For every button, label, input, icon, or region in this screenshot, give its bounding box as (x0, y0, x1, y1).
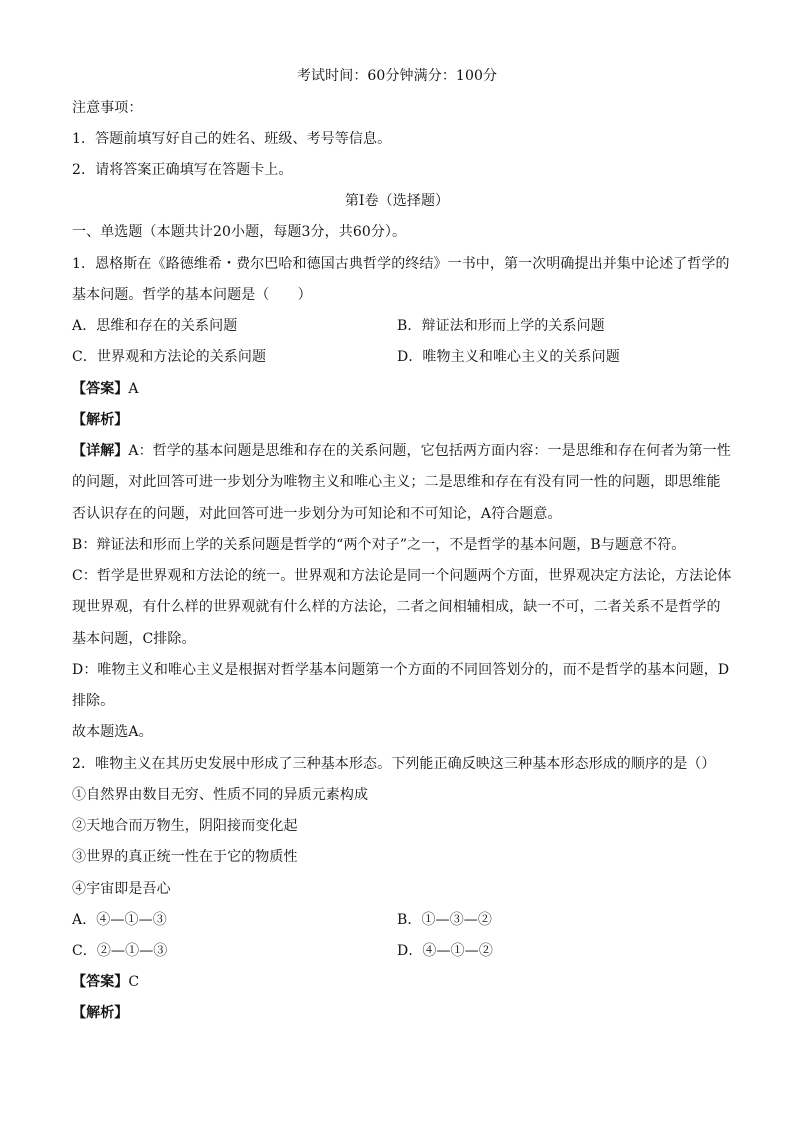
q1-detail-line-1 (72, 441, 731, 461)
q1-detail-line-4: B：辩证法和形而上学的关系问题是哲学的“两个对子”之一，不是哲学的基本问题，B与题意不符。 (72, 537, 686, 553)
q1-stem-line-2: 基本问题。哲学的基本问题是（ ） (72, 287, 312, 303)
q2-item-4: ④宇宙即是吾心 (72, 881, 171, 897)
q2-option-d: D．④—①—② (397, 943, 493, 959)
notice-title: 注意事项： (72, 100, 143, 116)
q2-item-3: ③世界的真正统一性在于它的物质性 (72, 849, 298, 865)
q1-conclusion: 故本题选A。 (72, 724, 153, 740)
q1-answer-tag: 【答案】 (72, 381, 129, 397)
q1-option-d: D．唯物主义和唯心主义的关系问题 (397, 349, 620, 365)
q2-item-2: ②天地合而万物生，阴阳接而变化起 (72, 818, 298, 834)
q1-stem-line-1: 1．恩格斯在《路德维希・费尔巴哈和德国古典哲学的终结》一书中，第一次明确提出并集中论述了哲学的 (72, 256, 730, 272)
q2-stem: 2．唯物主义在其历史发展中形成了三种基本形态。下列能正确反映这三种基本形态形成的顺序的是（） (72, 756, 716, 772)
notice-item-2: 2．请将答案正确填写在答题卡上。 (72, 162, 293, 178)
q1-analysis-tag: 【解析】 (72, 412, 129, 428)
q1-option-b: B．辩证法和形而上学的关系问题 (397, 318, 605, 334)
q1-detail-line-5: C：哲学是世界观和方法论的统一。世界观和方法论是同一个问题两个方面，世界观决定方法论，方法论体 (72, 568, 732, 584)
q1-option-a: A．思维和存在的关系问题 (72, 318, 238, 334)
part-title: 第I卷（选择题） (344, 193, 450, 209)
q2-option-c: C．②—①—③ (72, 943, 168, 959)
section-title: 一、单选题（本题共计20小题，每题3分，共60分）。 (72, 224, 407, 240)
exam-time-line: 考试时间：60分钟满分：100分 (296, 68, 498, 84)
q1-detail-line-2: 的问题，对此回答可进一步划分为唯物主义和唯心主义；二是思维和存在有没有同一性的问题，即思维能 (72, 474, 721, 490)
q2-answer-tag: 【答案】 (72, 974, 129, 990)
q1-detail-line-3: 否认识存在的问题，对此回答可进一步划分为可知论和不可知论，A符合题意。 (72, 506, 562, 522)
q2-item-1: ①自然界由数目无穷、性质不同的异质元素构成 (72, 787, 369, 803)
q2-option-a: A．④—①—③ (72, 912, 167, 928)
q2-analysis-tag: 【解析】 (72, 1005, 129, 1021)
q2-answer-value: C (128, 974, 140, 990)
q2-answer (72, 972, 722, 992)
q1-detail-line-7: 基本问题，C排除。 (72, 631, 196, 647)
q1-detail-text-1: A：哲学的基本问题是思维和存在的关系问题，它包括两方面内容：一是思维和存在何者为第一性 (128, 443, 731, 459)
q1-detail-tag: 【详解】 (72, 443, 129, 459)
q2-option-b: B．①—③—② (397, 912, 492, 928)
q1-detail-line-6: 现世界观，有什么样的世界观就有什么样的方法论，二者之间相辅相成，缺一不可，二者关系不是哲学的 (72, 599, 721, 615)
q1-detail-line-9: 排除。 (72, 693, 115, 709)
q1-answer (72, 379, 722, 399)
notice-item-1: 1．答题前填写好自己的姓名、班级、考号等信息。 (72, 131, 392, 147)
q1-detail-line-8: D：唯物主义和唯心主义是根据对哲学基本问题第一个方面的不同回答划分的，而不是哲学的基本问题，D (72, 662, 730, 678)
q1-answer-value: A (128, 381, 139, 397)
q1-option-c: C．世界观和方法论的关系问题 (72, 349, 267, 365)
